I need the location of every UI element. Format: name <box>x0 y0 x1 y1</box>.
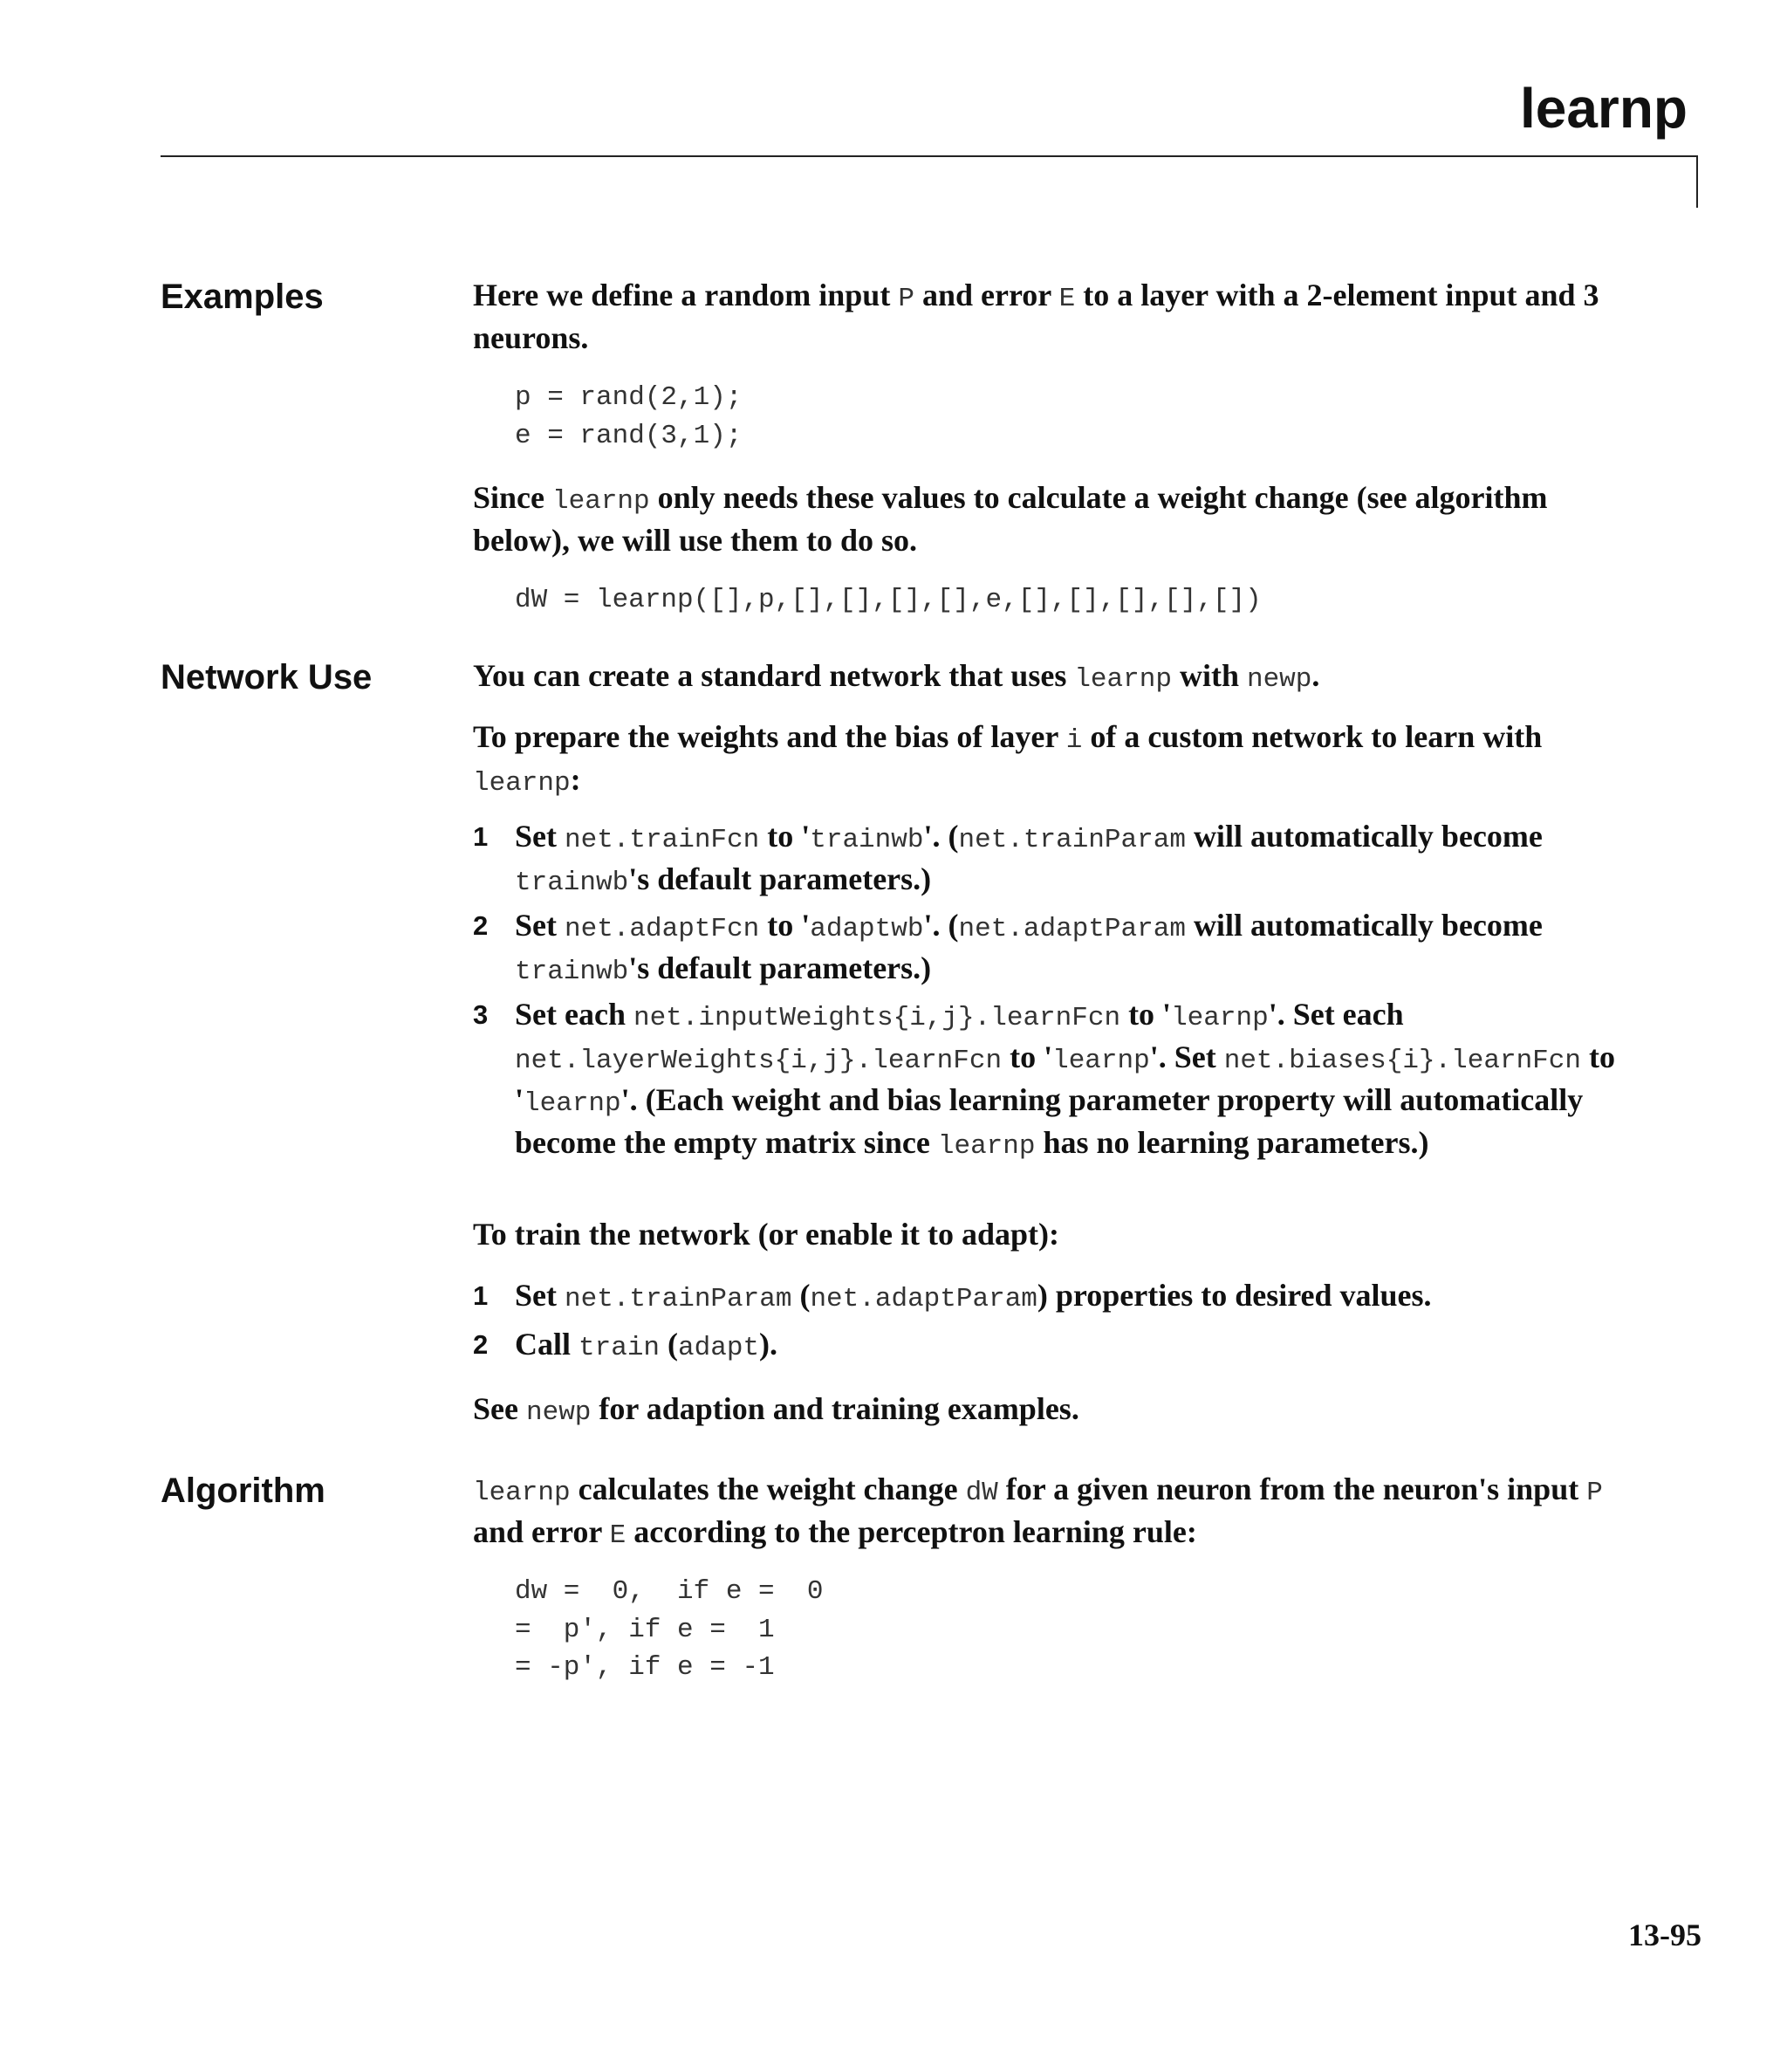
algorithm-rule-code: dw = 0, if e = 0 = p', if e = 1 = -p', if e = -1 <box>515 1576 824 1683</box>
examples-code-rand: p = rand(2,1); e = rand(3,1); <box>515 382 743 451</box>
page-title: learnp <box>1519 77 1688 140</box>
page-number: 13-95 <box>1628 1918 1701 1952</box>
list-item: 3 Set each net.inputWeights{i,j}.learnFcn to 'learnp'. Set each net.layerWeights{i,j}.learnFcn to 'learnp'. Set net.biases{i}.learnFcn to 'learnp'. (Each weight and bias learning parameter property will automatically become the empty matrix since learnp has no learning parameters.) <box>473 997 1615 1162</box>
list-item: 1 Set net.trainParam (net.adaptParam) properties to desired values. <box>473 1278 1432 1314</box>
examples-text-learnp: Since learnp only needs these values to calculate a weight change (see algorithm below), we will use them to do so. <box>473 480 1548 558</box>
list-item: 2 Call train (adapt). <box>473 1327 778 1363</box>
algorithm-description: learnp calculates the weight change dW for a given neuron from the neuron's input P and error E according to the perceptron learning rule: <box>473 1472 1603 1551</box>
network-use-custom-intro: To prepare the weights and the bias of layer i of a custom network to learn with learnp: <box>473 719 1543 799</box>
header-rule-horizontal <box>161 155 1698 157</box>
list-item: 1 Set net.trainFcn to 'trainwb'. (net.trainParam will automatically become trainwb's default parameters.) <box>473 819 1543 898</box>
examples-code-learnp-call: dW = learnp([],p,[],[],[],[],e,[],[],[],[],[]) <box>515 585 1262 615</box>
list-number: 3 <box>473 999 489 1030</box>
list-number: 2 <box>473 910 489 941</box>
network-use-heading: Network Use <box>161 658 373 696</box>
network-use-see-newp: See newp for adaption and training examples. <box>473 1391 1079 1428</box>
network-use-train-intro: To train the network (or enable it to adapt): <box>473 1217 1059 1252</box>
list-number: 1 <box>473 821 489 852</box>
algorithm-heading: Algorithm <box>161 1472 325 1510</box>
examples-intro: Here we define a random input P and error E to a layer with a 2-element input and 3 neurons. <box>473 278 1599 355</box>
header-rule-vertical <box>1696 155 1698 208</box>
list-number: 1 <box>473 1280 489 1311</box>
network-use-standard: You can create a standard network that uses learnp with newp. <box>473 658 1320 695</box>
list-number: 2 <box>473 1329 489 1360</box>
examples-heading: Examples <box>161 278 324 316</box>
list-item: 2 Set net.adaptFcn to 'adaptwb'. (net.adaptParam will automatically become trainwb's default parameters.) <box>473 908 1543 987</box>
